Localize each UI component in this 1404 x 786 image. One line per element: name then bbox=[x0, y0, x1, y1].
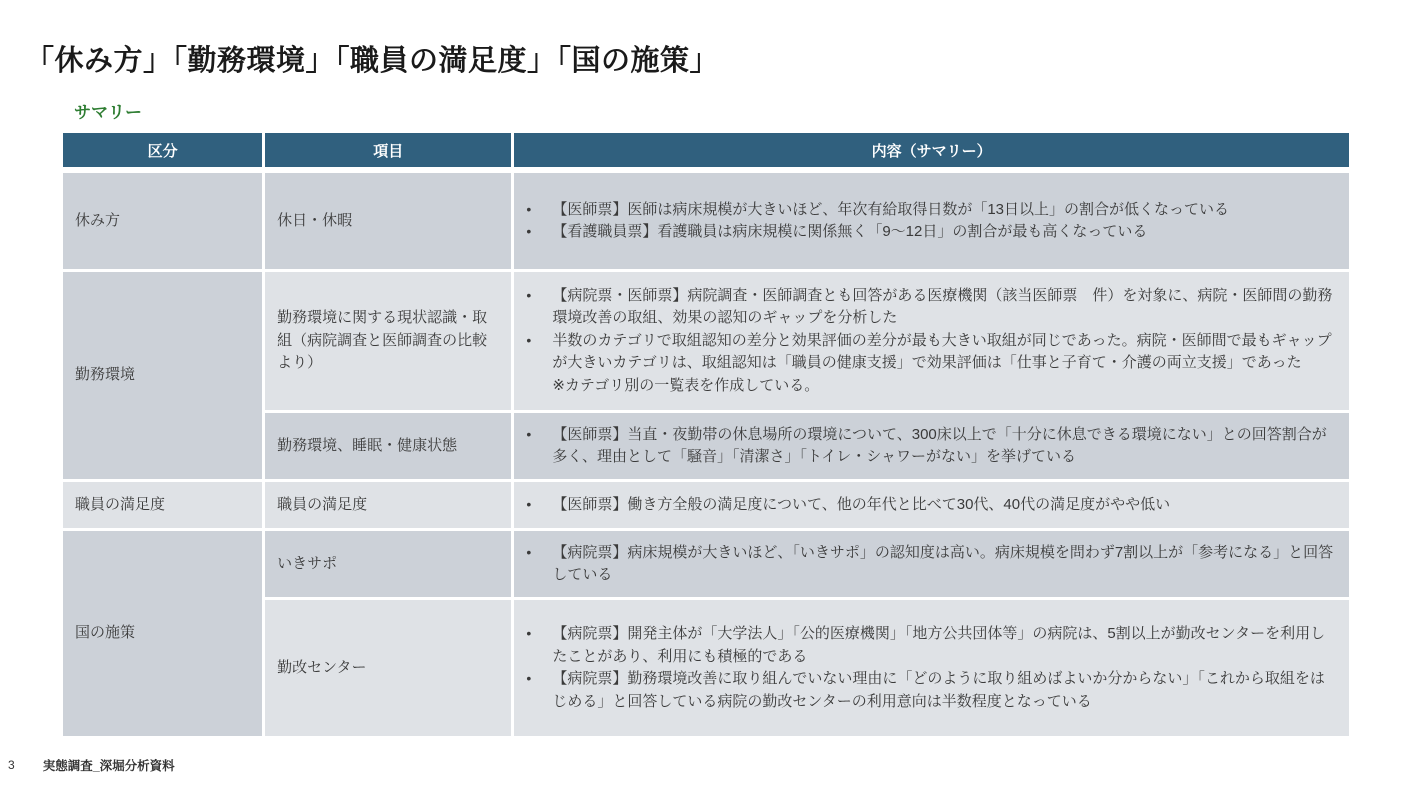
bullet-line: • 【病院票・医師票】病院調査・医師調査とも回答がある医療機関（該当医師票 件）を対象に、病院・医師間の勤務環境改善の取組、効果の認知のギャップを分析した bbox=[526, 286, 1333, 327]
table-row bbox=[63, 173, 1349, 269]
table-header-row bbox=[63, 133, 1349, 170]
item-cell: 休日・休暇 bbox=[265, 173, 511, 269]
kubun-cell: 勤務環境 bbox=[63, 272, 262, 479]
kubun-cell: 職員の満足度 bbox=[63, 482, 262, 528]
header-content: 内容（サマリー） bbox=[514, 133, 1349, 170]
header-kubun: 区分 bbox=[63, 133, 262, 170]
bullet-icon: • bbox=[526, 200, 532, 217]
bullet-line: • 【病院票】開発主体が「大学法人」「公的医療機関」「地方公共団体等」の病院は、5割以上が勤改センターを利用したことがあり、利用にも積極的である bbox=[526, 625, 1326, 665]
item-cell: 勤務環境、睡眠・健康状態 bbox=[265, 413, 511, 479]
bullet-line: • 【病院票】病床規模が大きいほど、「いきサポ」の認知度は高い。病床規模を問わず7割以上が「参考になる」と回答している bbox=[526, 543, 1334, 583]
bullet-icon: • bbox=[526, 286, 532, 303]
page-title: 「休み方」「勤務環境」「職員の満足度」「国の施策」 bbox=[25, 45, 720, 77]
summary-table bbox=[60, 130, 1352, 739]
item-cell: いきサポ bbox=[265, 531, 511, 597]
table-row bbox=[63, 482, 1349, 528]
bullet-line: • 半数のカテゴリで取組認知の差分と効果評価の差分が最も大きい取組が同じであった。病院・医師間で最もギャップが大きいカテゴリは、取組認知は「職員の健康支援」で効果評価は「仕事と子育て・介護の両立支援」であった bbox=[526, 331, 1332, 372]
bullet-icon: • bbox=[526, 625, 532, 641]
summary-label: サマリー bbox=[74, 103, 142, 122]
header-item: 項目 bbox=[265, 133, 511, 170]
bullet-icon: • bbox=[526, 495, 532, 512]
content-cell bbox=[514, 531, 1349, 597]
item-cell: 勤務環境に関する現状認識・取組（病院調査と医師調査の比較より） bbox=[265, 272, 511, 410]
bullet-icon: • bbox=[526, 223, 532, 239]
page-number: 3 bbox=[8, 758, 15, 772]
document-title: 実態調査_深堀分析資料 bbox=[42, 759, 175, 773]
bullet-line: • 【医師票】当直・夜勤帯の休息場所の環境について、300床以上で「十分に休息できる環境にない」との回答割合が多く、理由として「騒音」「清潔さ」「トイレ・シャワーがない」を挙げている bbox=[526, 425, 1327, 465]
item-cell: 勤改センター bbox=[265, 600, 511, 736]
content-cell bbox=[514, 600, 1349, 736]
content-cell bbox=[514, 482, 1349, 528]
bullet-icon: • bbox=[526, 425, 532, 442]
bullet-line: • 【病院票】勤務環境改善に取り組んでいない理由に「どのように取り組めばよいか分からない」「これから取組をはじめる」と回答している病院の勤改センターの利用意向は半数程度となっている bbox=[526, 670, 1325, 710]
content-cell bbox=[514, 173, 1349, 269]
bullet-icon: • bbox=[526, 543, 532, 560]
summary-table-container bbox=[60, 130, 1352, 739]
slide-footer bbox=[0, 756, 1404, 774]
content-cell bbox=[514, 272, 1349, 410]
bullet-line: • 【医師票】働き方全般の満足度について、他の年代と比べて30代、40代の満足度がやや低い bbox=[526, 495, 1171, 513]
item-cell: 職員の満足度 bbox=[265, 482, 511, 528]
table-row bbox=[63, 531, 1349, 597]
bullet-icon: • bbox=[526, 331, 532, 348]
content-cell bbox=[514, 413, 1349, 479]
kubun-cell: 休み方 bbox=[63, 173, 262, 269]
bullet-line: • 【医師票】医師は病床規模が大きいほど、年次有給取得日数が「13日以上」の割合が低くなっている bbox=[526, 200, 1230, 218]
table-row bbox=[63, 272, 1349, 410]
kubun-cell: 国の施策 bbox=[63, 531, 262, 736]
bullet-icon: • bbox=[526, 670, 532, 686]
note-line: ※カテゴリ別の一覧表を作成している。 bbox=[552, 376, 820, 394]
bullet-line: • 【看護職員票】看護職員は病床規模に関係無く「9～12日」の割合が最も高くなっている bbox=[526, 223, 1148, 240]
